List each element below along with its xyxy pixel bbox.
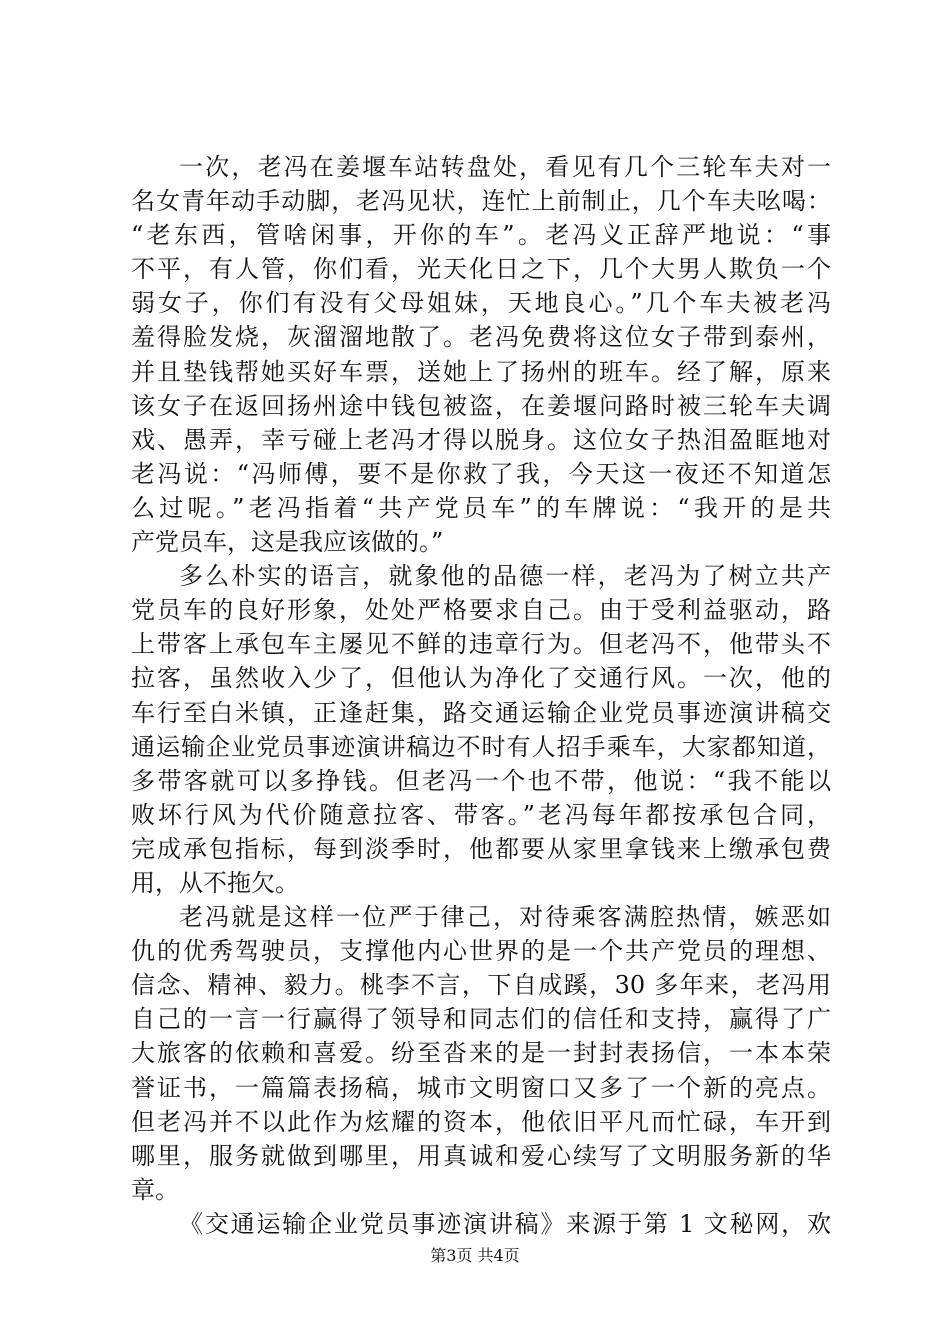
text-line: 誉证书，一篇篇表扬稿，城市文明窗口又多了一个新的亮点。: [131, 1073, 831, 1102]
document-body: [131, 150, 831, 1241]
paragraph: [131, 559, 831, 900]
text-line: 产党员车，这是我应该做的。”: [131, 528, 444, 557]
text-line: 弱女子，你们有没有父母姐妹，天地良心。”几个车夫被老冯: [131, 289, 831, 318]
text-line: 上带客上承包车主屡见不鲜的违章行为。但老冯不，他带头不: [131, 630, 831, 659]
text-line: 名女青年动手动脚，老冯见状，连忙上前制止，几个车夫吆喝：: [131, 187, 831, 216]
text-line: 败坏行风为代价随意拉客、带客。”老冯每年都按承包合同，: [131, 800, 831, 829]
paragraph: [131, 150, 831, 559]
text-line: 但老冯并不以此作为炫耀的资本，他依旧平凡而忙碌，车开到: [131, 1107, 831, 1136]
text-line: 老冯说：“冯师傅，要不是你救了我，今天这一夜还不知道怎: [131, 459, 831, 488]
text-line: 信念、精神、毅力。桃李不言，下自成蹊，30 多年来，老冯用: [131, 971, 831, 1000]
text-line: 戏、愚弄，幸亏碰上老冯才得以脱身。这位女子热泪盈眶地对: [131, 425, 831, 454]
text-line: 党员车的良好形象，处处严格要求自己。由于受利益驱动，路: [131, 596, 831, 625]
text-line: 通运输企业党员事迹演讲稿边不时有人招手乘车，大家都知道，: [131, 732, 831, 761]
page-number-footer: 第3页 共4页: [430, 1246, 520, 1265]
text-line: 该女子在返回扬州途中钱包被盗，在姜堰问路时被三轮车夫调: [131, 391, 831, 420]
text-line: 自己的一言一行赢得了领导和同志们的信任和支持，赢得了广: [131, 1005, 831, 1034]
text-line: 哪里，服务就做到哪里，用真诚和爱心续写了文明服务新的华: [131, 1141, 831, 1170]
text-line: 羞得脸发烧，灰溜溜地散了。老冯免费将这位女子带到泰州，: [131, 323, 831, 352]
text-line: 用，从不拖欠。: [131, 868, 299, 897]
text-line: 完成承包指标，每到淡季时，他都要从家里拿钱来上缴承包费: [131, 834, 831, 863]
paragraph: [131, 1207, 831, 1241]
text-line: 大旅客的依赖和喜爱。纷至沓来的是一封封表扬信，一本本荣: [131, 1039, 831, 1068]
text-line: 一次，老冯在姜堰车站转盘处，看见有几个三轮车夫对一: [179, 153, 831, 181]
text-line: 不平，有人管，你们看，光天化日之下，几个大男人欺负一个: [131, 255, 831, 284]
text-line: 《交通运输企业党员事迹演讲稿》来源于第 1 文秘网，欢: [179, 1209, 831, 1238]
text-line: “老东西，管啥闲事，开你的车”。老冯义正辞严地说：“事: [131, 221, 831, 250]
text-line: 么过呢。”老冯指着“共产党员车”的车牌说：“我开的是共: [131, 493, 831, 522]
text-line: 老冯就是这样一位严于律己，对待乘客满腔热情，嫉恶如: [179, 903, 831, 932]
text-line: 拉客，虽然收入少了，但他认为净化了交通行风。一次，他的: [131, 664, 831, 693]
text-line: 仇的优秀驾驶员，支撑他内心世界的是一个共产党员的理想、: [131, 937, 831, 966]
text-line: 车行至白米镇，正逢赶集，路交通运输企业党员事迹演讲稿交: [131, 698, 831, 727]
text-line: 并且垫钱帮她买好车票，送她上了扬州的班车。经了解，原来: [131, 357, 831, 386]
text-line: 章。: [131, 1175, 179, 1204]
text-line: 多么朴实的语言，就象他的品德一样，老冯为了树立共产: [179, 562, 831, 591]
text-line: 多带客就可以多挣钱。但老冯一个也不带，他说：“我不能以: [131, 766, 831, 795]
paragraph: [131, 900, 831, 1207]
